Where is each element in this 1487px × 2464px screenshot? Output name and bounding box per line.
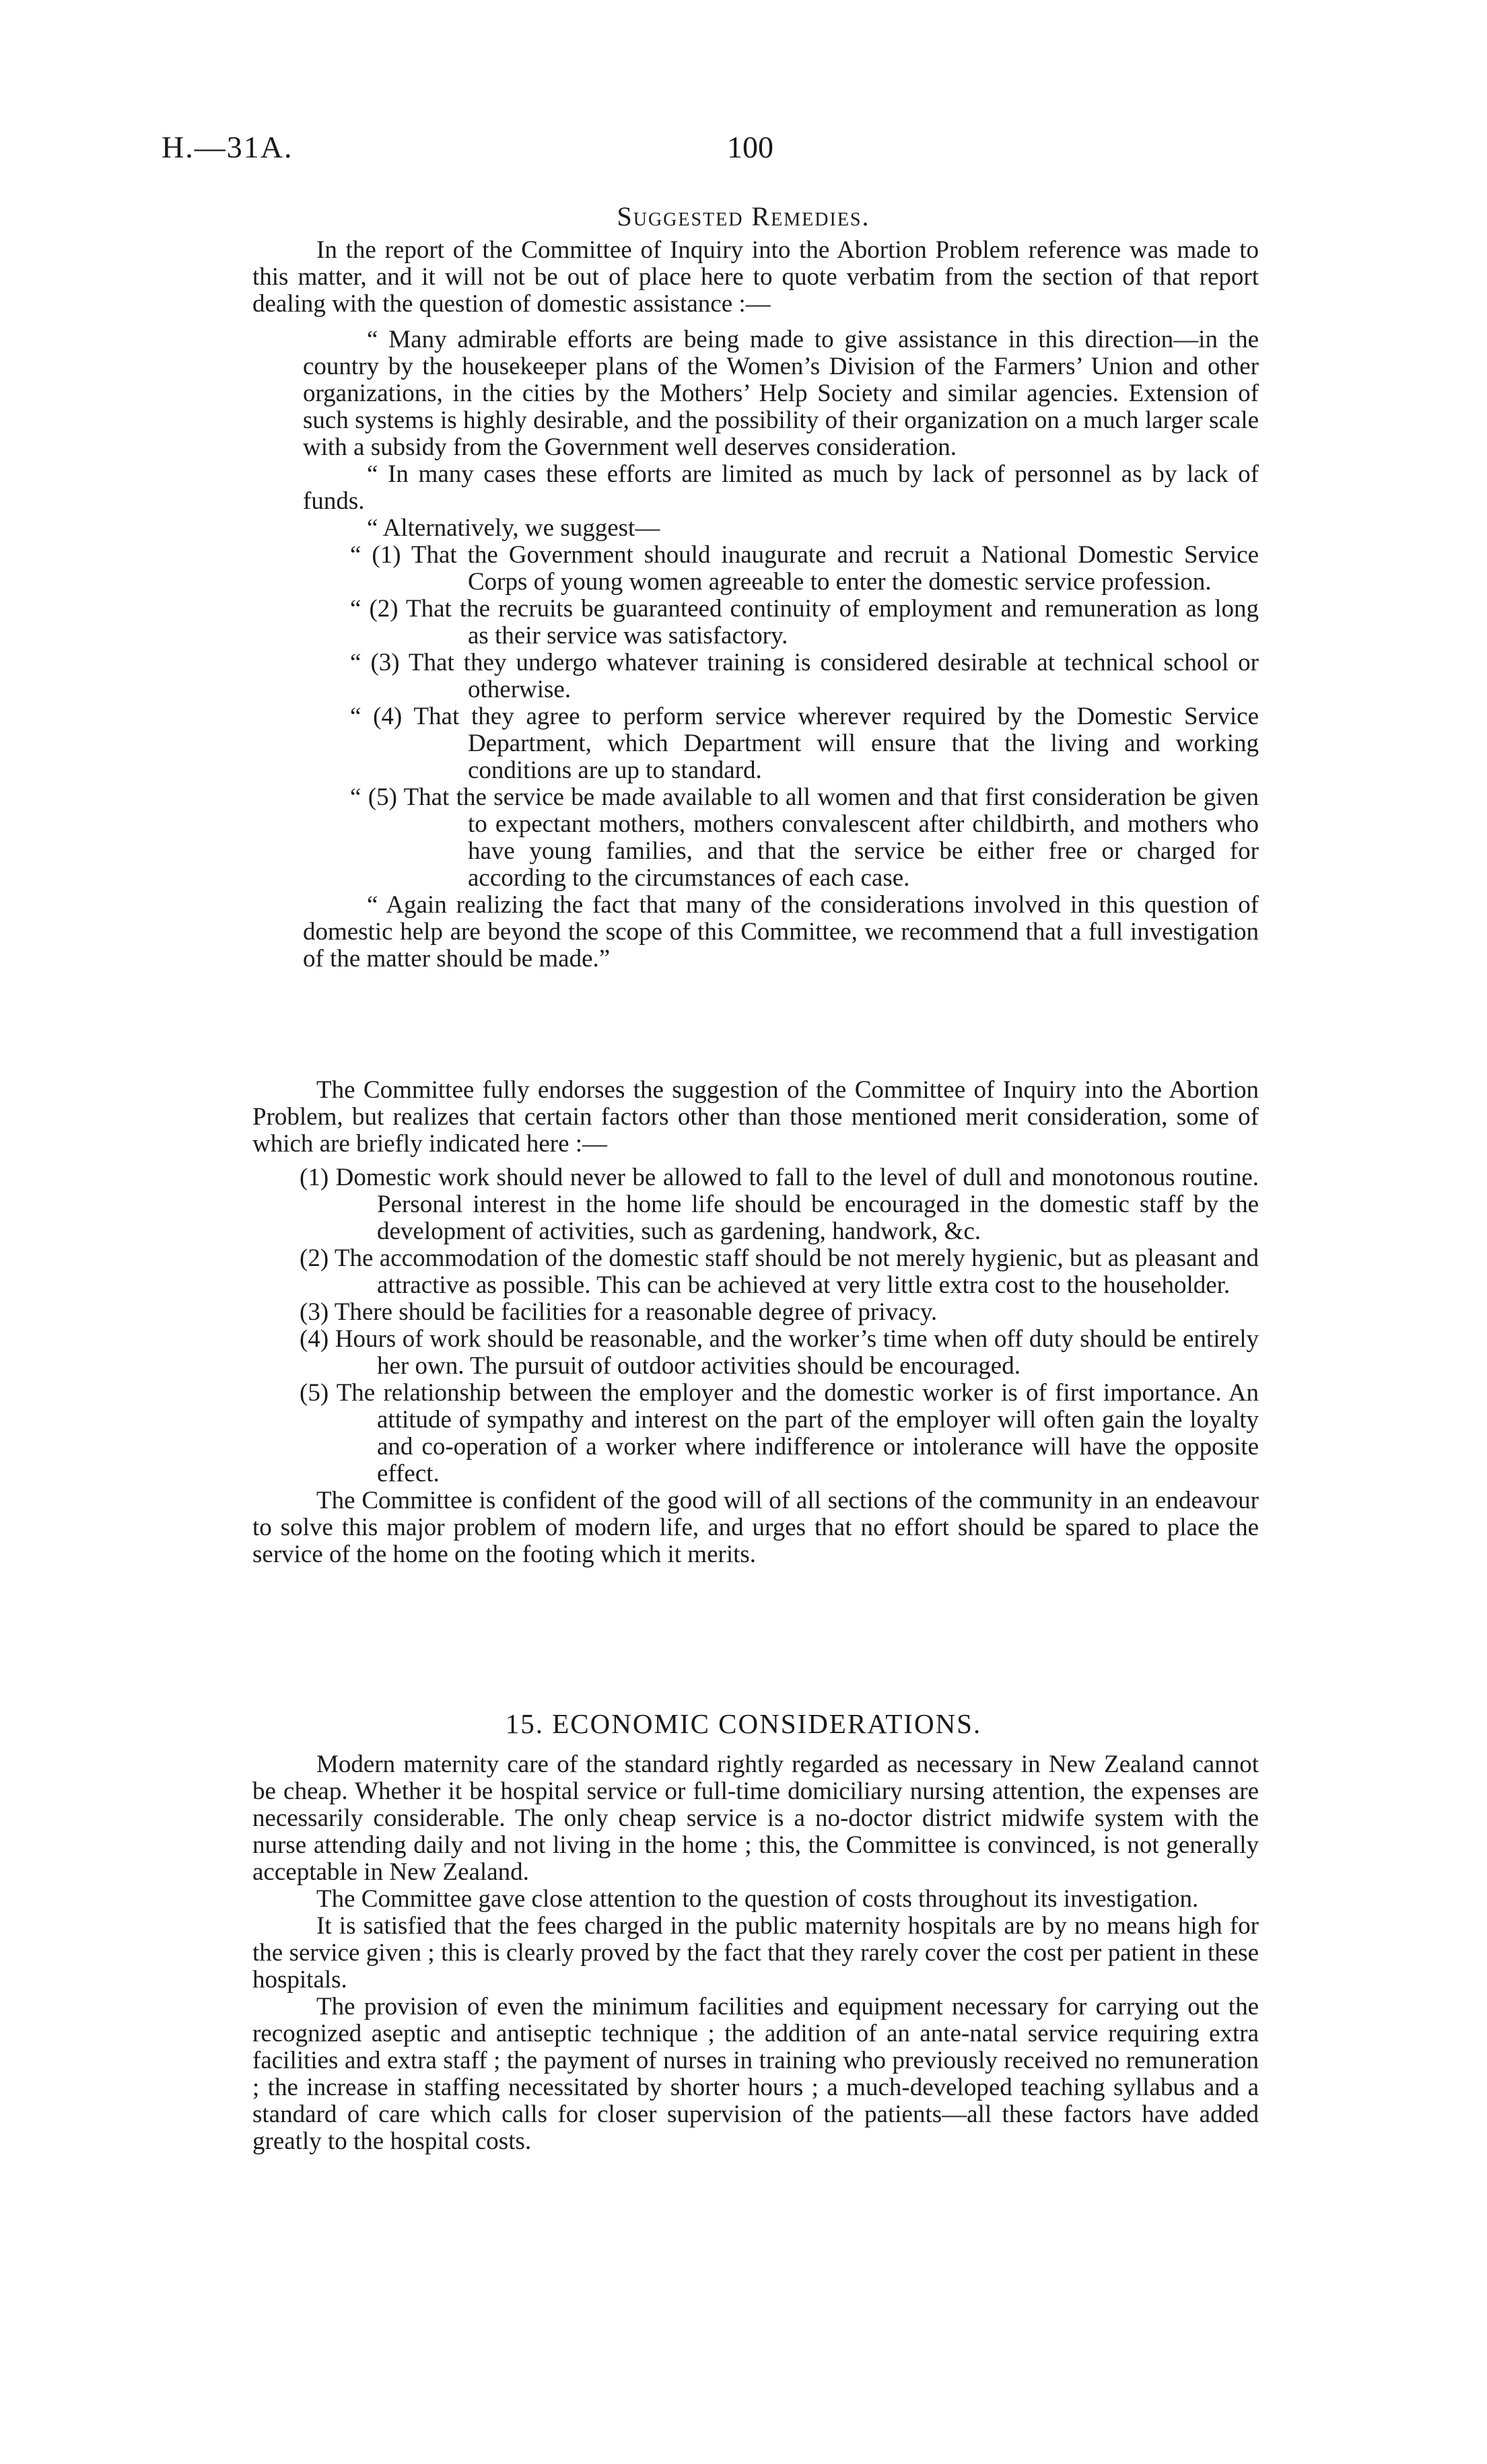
economic-block bbox=[252, 1751, 1259, 2155]
quote-suggestion-item: “ (5) That the service be made available to all women and that first consideration be given to expectant mothers, mothers convalescent after childbirth, and mothers who have young families, and that the service be either free or charged for according to the circumstances of each case. bbox=[350, 783, 1259, 892]
quote-paragraph-3: “ Alternatively, we suggest— bbox=[367, 514, 660, 542]
quote-paragraph-1: “ Many admirable efforts are being made to give assistance in this direction—in the country by the housekeeper plans of the Women’s Division of the Farmers’ Union and other organizations, in the cities by the Mothers’ Help Society and similar agencies. Extension of such systems is highly desirable, and the possibility of their organization on a much larger scale with a subsidy from the Government well deserves consideration. bbox=[303, 326, 1259, 461]
economic-paragraph: It is satisfied that the fees charged in the public maternity hospitals are by no means high for the service given ; this is clearly proved by the fact that they rarely cover the cost per patient in these hospitals. bbox=[252, 1912, 1259, 1994]
remedies-intro-paragraph: In the report of the Committee of Inquiry into the Abortion Problem reference was made to this matter, and it will not be out of place here to quote verbatim from the section of that report dealing with the question of domestic assistance :— bbox=[252, 236, 1259, 318]
endorsement-block bbox=[252, 1077, 1259, 1568]
quote-suggestions-list bbox=[303, 542, 1259, 892]
quote-suggestion-item: “ (4) That they agree to perform service wherever required by the Domestic Service Department, which Department will ensure that the living and working conditions are up to standard. bbox=[350, 703, 1259, 784]
suggested-remedies-heading: Suggested Remedies. bbox=[617, 201, 870, 232]
factor-item: (5) The relationship between the employer and the domestic worker is of first importance. An attitude of sympathy and interest on the part of the employer will often gain the loyalty and co-operation of a worker where indifference or intolerance will have the opposite effect. bbox=[300, 1379, 1259, 1487]
quote-suggestion-item: “ (1) That the Government should inaugurate and recruit a National Domestic Service Corps of young women agreeable to enter the domestic service profession. bbox=[350, 541, 1259, 596]
endorsement-paragraph: The Committee fully endorses the suggestion of the Committee of Inquiry into the Abortion Problem, but realizes that certain factors other than those mentioned merit consideration, some of which are briefly indicated here :— bbox=[252, 1076, 1259, 1158]
factor-item: (4) Hours of work should be reasonable, and the worker’s time when off duty should be entirely her own. The pursuit of outdoor activities should be encouraged. bbox=[300, 1325, 1259, 1380]
page-reference: H.—31A. bbox=[162, 130, 293, 164]
economic-paragraph: The Committee gave close attention to the question of costs throughout its investigation. bbox=[316, 1885, 1199, 1913]
factor-item: (1) Domestic work should never be allowed to fall to the level of dull and monotonous routine. Personal interest in the home life should be encouraged in the domestic staff by the development of activities, such as gardening, handwork, &c. bbox=[300, 1164, 1259, 1245]
quote-paragraph-2: “ In many cases these efforts are limited as much by lack of personnel as by lack of funds. bbox=[303, 460, 1259, 515]
factor-item: (2) The accommodation of the domestic staff should be not merely hygienic, but as pleasant and attractive as possible. This can be achieved at very little extra cost to the householder. bbox=[300, 1244, 1259, 1299]
quote-suggestion-item: “ (2) That the recruits be guaranteed continuity of employment and remuneration as long as their service was satisfactory. bbox=[350, 595, 1259, 649]
factors-list bbox=[252, 1164, 1259, 1487]
quotation-block bbox=[303, 326, 1259, 973]
factor-item: (3) There should be facilities for a reasonable degree of privacy. bbox=[300, 1298, 938, 1326]
quote-suggestion-item: “ (3) That they undergo whatever training is considered desirable at technical school or otherwise. bbox=[350, 649, 1259, 703]
economic-considerations-heading: 15. ECONOMIC CONSIDERATIONS. bbox=[505, 1708, 982, 1739]
page-number: 100 bbox=[727, 130, 773, 164]
economic-paragraph: Modern maternity care of the standard rightly regarded as necessary in New Zealand cannot be cheap. Whether it be hospital service or full-time domiciliary nursing attention, the expenses are necessarily considerable. The only cheap service is a no-doctor district midwife system with the nurse attending daily and not living in the home ; this, the Committee is convinced, is not generally acceptable in New Zealand. bbox=[252, 1751, 1259, 1886]
closing-paragraph: The Committee is confident of the good will of all sections of the community in an endeavour to solve this major problem of modern life, and urges that no effort should be spared to place the service of the home on the footing which it merits. bbox=[252, 1487, 1259, 1568]
quote-paragraph-4: “ Again realizing the fact that many of the considerations involved in this question of domestic help are beyond the scope of this Committee, we recommend that a full investigation of the matter should be made.” bbox=[303, 891, 1259, 973]
economic-paragraph: The provision of even the minimum facilities and equipment necessary for carrying out the recognized aseptic and antiseptic technique ; the addition of an ante-natal service requiring extra facilities and extra staff ; the payment of nurses in training who previously received no remuneration ; the increase in staffing necessitated by shorter hours ; a much-developed teaching syllabus and a standard of care which calls for closer supervision of the patients—all these factors have added greatly to the hospital costs. bbox=[252, 1993, 1259, 2155]
remedies-intro-block bbox=[252, 237, 1259, 318]
